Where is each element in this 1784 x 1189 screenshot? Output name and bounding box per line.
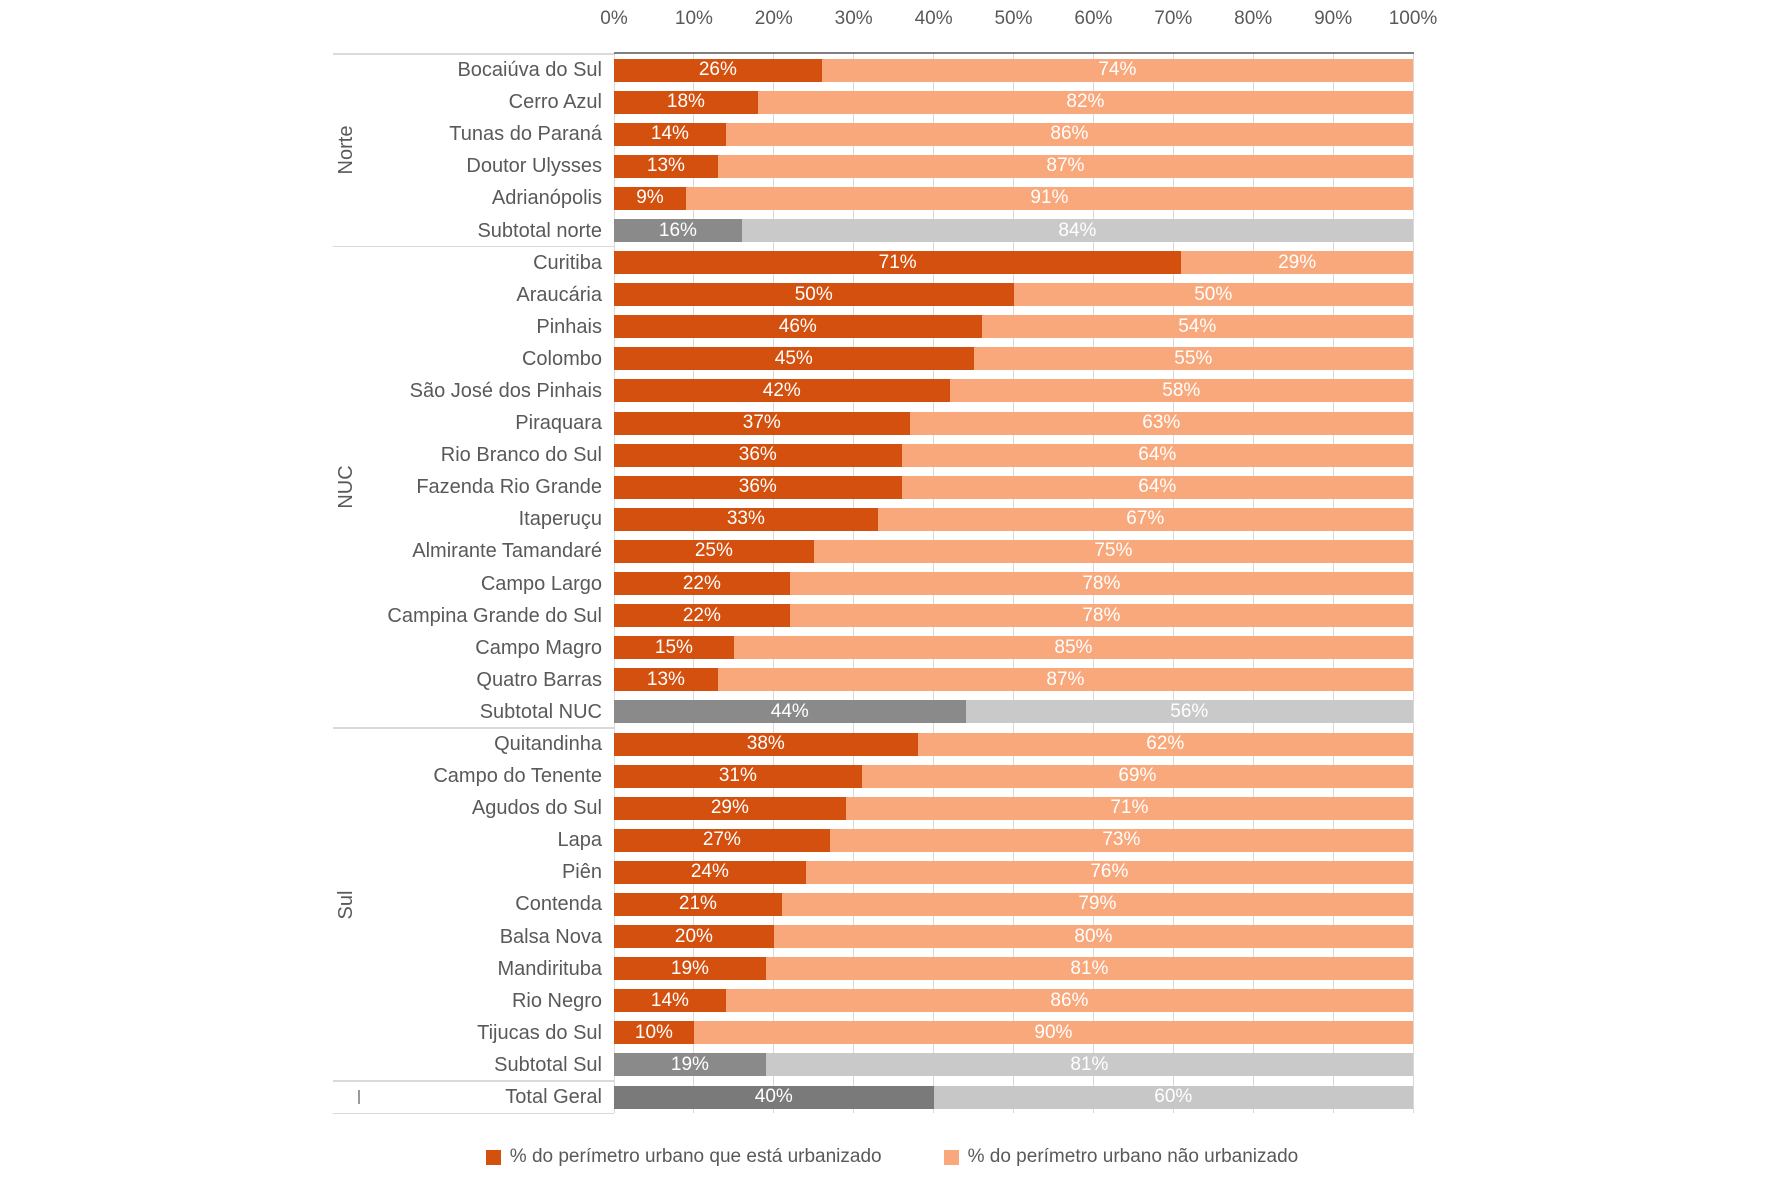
data-label: 13% [646, 668, 685, 690]
stacked-bar [614, 957, 1413, 980]
legend [0, 1146, 1784, 1168]
segment-non-urbanized [950, 379, 1413, 402]
legend-item [944, 1146, 1299, 1168]
segment-urbanized [614, 412, 910, 435]
segment-urbanized [614, 187, 686, 210]
stacked-bar [614, 379, 1413, 402]
data-label: 38% [746, 733, 785, 755]
stacked-bar [614, 1053, 1413, 1076]
category-label: Campina Grande do Sul [387, 604, 602, 627]
stacked-bar [614, 283, 1413, 306]
bar-row [0, 343, 1784, 375]
bar-row [0, 921, 1784, 953]
segment-urbanized [614, 925, 774, 948]
data-label: 36% [738, 476, 777, 498]
bar-row [0, 118, 1784, 150]
category-label: Bocaiúva do Sul [457, 59, 602, 82]
data-label: 86% [1050, 123, 1089, 145]
segment-non-urbanized [902, 476, 1413, 499]
data-label: 74% [1098, 59, 1137, 81]
legend-label: % do perímetro urbano que está urbanizado [509, 1146, 882, 1167]
data-label: 33% [726, 508, 765, 530]
data-label: 46% [778, 315, 817, 337]
category-label: Tunas do Paraná [449, 123, 602, 146]
category-label: Mandirituba [497, 957, 602, 980]
category-label: Curitiba [533, 251, 602, 274]
segment-urbanized [614, 315, 982, 338]
category-label: Pinhais [536, 315, 602, 338]
stacked-bar [614, 219, 1413, 242]
segment-non-urbanized [934, 1086, 1413, 1109]
bar-row [0, 953, 1784, 985]
bar-row [0, 247, 1784, 279]
segment-non-urbanized [878, 508, 1413, 531]
stacked-bar [614, 1086, 1413, 1109]
bar-row [0, 985, 1784, 1017]
category-label: Rio Branco do Sul [440, 444, 602, 467]
legend-swatch-icon [486, 1150, 501, 1165]
category-label: Rio Negro [511, 989, 602, 1012]
stacked-bar [614, 444, 1413, 467]
segment-urbanized [614, 893, 782, 916]
data-label: 19% [670, 1053, 709, 1075]
stacked-bar [614, 989, 1413, 1012]
data-label: 76% [1090, 861, 1129, 883]
group-separator-line [333, 1113, 614, 1115]
data-label: 14% [650, 989, 689, 1011]
category-label: Almirante Tamandaré [412, 540, 602, 563]
segment-non-urbanized [1181, 251, 1413, 274]
data-label: 69% [1118, 765, 1157, 787]
data-label: 24% [690, 861, 729, 883]
segment-urbanized [614, 283, 1014, 306]
category-label: Quitandinha [494, 733, 602, 756]
segment-urbanized [614, 1086, 934, 1109]
x-axis [600, 8, 1438, 38]
group-label-sul: Sul [335, 890, 357, 920]
data-label: 81% [1070, 957, 1109, 979]
data-label: 19% [670, 957, 709, 979]
x-axis-tick-label: 10% [674, 8, 713, 29]
data-label: 25% [694, 540, 733, 562]
stacked-bar [614, 91, 1413, 114]
chart-rows [0, 54, 1784, 1113]
total-group-tick [358, 1090, 360, 1104]
data-label: 27% [702, 829, 741, 851]
segment-non-urbanized [758, 91, 1413, 114]
bar-row [0, 150, 1784, 182]
segment-urbanized [614, 219, 742, 242]
category-label: Contenda [515, 893, 602, 916]
segment-urbanized [614, 668, 718, 691]
stacked-bar [614, 765, 1413, 788]
segment-urbanized [614, 476, 902, 499]
data-label: 64% [1138, 444, 1177, 466]
data-label: 37% [742, 412, 781, 434]
segment-non-urbanized [686, 187, 1413, 210]
segment-non-urbanized [790, 572, 1413, 595]
bar-row [0, 600, 1784, 632]
segment-non-urbanized [718, 155, 1413, 178]
data-label: 44% [770, 700, 809, 722]
segment-non-urbanized [766, 957, 1413, 980]
data-label: 60% [1154, 1086, 1193, 1108]
data-label: 14% [650, 123, 689, 145]
data-label: 29% [1278, 251, 1317, 273]
data-label: 64% [1138, 476, 1177, 498]
data-label: 62% [1146, 733, 1185, 755]
segment-non-urbanized [974, 347, 1413, 370]
bar-row [0, 888, 1784, 920]
data-label: 54% [1178, 315, 1217, 337]
category-label: Agudos do Sul [471, 797, 602, 820]
stacked-bar [614, 893, 1413, 916]
stacked-bar [614, 540, 1413, 563]
data-label: 40% [754, 1086, 793, 1108]
segment-urbanized [614, 155, 718, 178]
x-axis-tick-label: 80% [1234, 8, 1273, 29]
stacked-bar [614, 797, 1413, 820]
bar-row [0, 1081, 1784, 1113]
data-label: 18% [666, 91, 705, 113]
category-label: Subtotal norte [477, 219, 602, 242]
group-label-nuc: NUC [335, 465, 357, 510]
bar-row [0, 1049, 1784, 1081]
group-label-norte: Norte [335, 125, 357, 175]
data-label: 20% [674, 925, 713, 947]
data-label: 58% [1162, 379, 1201, 401]
bar-row [0, 311, 1784, 343]
data-label: 9% [636, 187, 664, 209]
category-label: Total Geral [505, 1086, 602, 1109]
category-label: Campo do Tenente [433, 765, 602, 788]
segment-non-urbanized [830, 829, 1413, 852]
data-label: 78% [1082, 604, 1121, 626]
segment-urbanized [614, 59, 822, 82]
category-label: Fazenda Rio Grande [416, 476, 602, 499]
data-label: 36% [738, 444, 777, 466]
segment-urbanized [614, 604, 790, 627]
bar-row [0, 792, 1784, 824]
data-label: 78% [1082, 572, 1121, 594]
data-label: 79% [1078, 893, 1117, 915]
bar-row [0, 728, 1784, 760]
stacked-bar [614, 861, 1413, 884]
data-label: 63% [1142, 412, 1181, 434]
bar-row [0, 824, 1784, 856]
data-label: 56% [1170, 700, 1209, 722]
segment-urbanized [614, 1053, 766, 1076]
segment-urbanized [614, 861, 806, 884]
category-label: Quatro Barras [476, 668, 602, 691]
bar-row [0, 856, 1784, 888]
data-label: 31% [718, 765, 757, 787]
stacked-bar [614, 668, 1413, 691]
data-label: 55% [1174, 347, 1213, 369]
x-axis-tick-label: 30% [834, 8, 873, 29]
segment-urbanized [614, 989, 726, 1012]
category-label: Araucária [516, 283, 602, 306]
data-label: 10% [634, 1021, 673, 1043]
category-label: Campo Magro [475, 636, 602, 659]
segment-urbanized [614, 347, 974, 370]
data-label: 85% [1054, 636, 1093, 658]
data-label: 21% [678, 893, 717, 915]
segment-non-urbanized [790, 604, 1413, 627]
data-label: 90% [1034, 1021, 1073, 1043]
bar-row [0, 696, 1784, 728]
segment-non-urbanized [910, 412, 1413, 435]
bar-row [0, 182, 1784, 214]
bar-row [0, 86, 1784, 118]
data-label: 26% [698, 59, 737, 81]
segment-urbanized [614, 540, 814, 563]
segment-urbanized [614, 829, 830, 852]
segment-non-urbanized [766, 1053, 1413, 1076]
data-label: 80% [1074, 925, 1113, 947]
segment-non-urbanized [742, 219, 1413, 242]
segment-urbanized [614, 572, 790, 595]
stacked-bar [614, 59, 1413, 82]
data-label: 45% [774, 347, 813, 369]
segment-non-urbanized [862, 765, 1413, 788]
segment-urbanized [614, 444, 902, 467]
bar-row [0, 471, 1784, 503]
bar-row [0, 54, 1784, 86]
data-label: 87% [1046, 155, 1085, 177]
category-label: Lapa [557, 829, 602, 852]
segment-non-urbanized [806, 861, 1413, 884]
stacked-bar [614, 572, 1413, 595]
stacked-bar [614, 700, 1413, 723]
group-separator-line [333, 727, 614, 729]
segment-non-urbanized [1014, 283, 1414, 306]
segment-urbanized [614, 797, 846, 820]
bar-row [0, 503, 1784, 535]
segment-urbanized [614, 508, 878, 531]
segment-urbanized [614, 700, 966, 723]
stacked-bar [614, 636, 1413, 659]
category-label: São José dos Pinhais [409, 379, 602, 402]
data-label: 50% [1194, 283, 1233, 305]
legend-label: % do perímetro urbano não urbanizado [967, 1146, 1299, 1167]
stacked-bar [614, 1021, 1413, 1044]
x-axis-tick-label: 40% [914, 8, 953, 29]
segment-non-urbanized [726, 123, 1413, 146]
category-label: Colombo [521, 347, 602, 370]
stacked-bar [614, 251, 1413, 274]
segment-non-urbanized [774, 925, 1413, 948]
data-label: 75% [1094, 540, 1133, 562]
segment-urbanized [614, 636, 734, 659]
category-label: Subtotal NUC [479, 700, 602, 723]
data-label: 86% [1050, 989, 1089, 1011]
category-label: Piên [561, 861, 602, 884]
segment-non-urbanized [966, 700, 1413, 723]
data-label: 71% [878, 251, 917, 273]
data-label: 42% [762, 379, 801, 401]
segment-urbanized [614, 123, 726, 146]
x-axis-tick-label: 50% [994, 8, 1033, 29]
bar-row [0, 760, 1784, 792]
bar-row [0, 568, 1784, 600]
category-label: Tijucas do Sul [477, 1021, 602, 1044]
data-label: 13% [646, 155, 685, 177]
bar-row [0, 375, 1784, 407]
bar-row [0, 439, 1784, 471]
bar-row [0, 1017, 1784, 1049]
group-separator-line [333, 1080, 614, 1082]
stacked-bar [614, 476, 1413, 499]
segment-urbanized [614, 765, 862, 788]
stacked-bar [614, 187, 1413, 210]
segment-non-urbanized [694, 1021, 1413, 1044]
category-label: Cerro Azul [508, 91, 602, 114]
data-label: 15% [654, 636, 693, 658]
legend-swatch-icon [944, 1150, 959, 1165]
stacked-bar [614, 604, 1413, 627]
segment-urbanized [614, 957, 766, 980]
stacked-bar [614, 925, 1413, 948]
stacked-bar [614, 155, 1413, 178]
stacked-bar [614, 347, 1413, 370]
x-axis-tick-label: 60% [1074, 8, 1113, 29]
data-label: 87% [1046, 668, 1085, 690]
segment-urbanized [614, 251, 1181, 274]
segment-urbanized [614, 1021, 694, 1044]
x-axis-tick-label: 20% [754, 8, 793, 29]
segment-urbanized [614, 91, 758, 114]
data-label: 81% [1070, 1053, 1109, 1075]
segment-non-urbanized [734, 636, 1413, 659]
segment-non-urbanized [782, 893, 1413, 916]
data-label: 16% [658, 219, 697, 241]
stacked-bar [614, 829, 1413, 852]
data-label: 91% [1030, 187, 1069, 209]
data-label: 82% [1066, 91, 1105, 113]
legend-item [486, 1146, 882, 1168]
segment-non-urbanized [982, 315, 1413, 338]
x-axis-tick-label: 0% [600, 8, 628, 29]
category-label: Subtotal Sul [494, 1053, 602, 1076]
segment-non-urbanized [902, 444, 1413, 467]
bar-row [0, 407, 1784, 439]
data-label: 73% [1102, 829, 1141, 851]
x-axis-tick-label: 70% [1154, 8, 1193, 29]
stacked-bar [614, 733, 1413, 756]
stacked-bar [614, 123, 1413, 146]
stacked-bar [614, 412, 1413, 435]
data-label: 71% [1110, 797, 1149, 819]
category-label: Adrianópolis [491, 187, 602, 210]
bar-row [0, 632, 1784, 664]
category-label: Doutor Ulysses [466, 155, 602, 178]
data-label: 22% [682, 604, 721, 626]
segment-urbanized [614, 379, 950, 402]
stacked-bar [614, 508, 1413, 531]
category-label: Balsa Nova [499, 925, 602, 948]
segment-non-urbanized [814, 540, 1413, 563]
group-separator-line [333, 246, 614, 248]
stacked-bar [614, 315, 1413, 338]
segment-non-urbanized [918, 733, 1413, 756]
category-label: Itaperuçu [518, 508, 602, 531]
category-label: Campo Largo [480, 572, 602, 595]
segment-urbanized [614, 733, 918, 756]
data-label: 50% [794, 283, 833, 305]
data-label: 22% [682, 572, 721, 594]
group-separator-line [333, 53, 614, 55]
bar-row [0, 664, 1784, 696]
bar-row [0, 214, 1784, 246]
bar-row [0, 535, 1784, 567]
bar-row [0, 279, 1784, 311]
x-axis-tick-label: 90% [1314, 8, 1353, 29]
segment-non-urbanized [846, 797, 1413, 820]
data-label: 84% [1058, 219, 1097, 241]
segment-non-urbanized [822, 59, 1413, 82]
segment-non-urbanized [726, 989, 1413, 1012]
category-label: Piraquara [515, 412, 602, 435]
data-label: 67% [1126, 508, 1165, 530]
data-label: 29% [710, 797, 749, 819]
x-axis-tick-label: 100% [1388, 8, 1438, 29]
segment-non-urbanized [718, 668, 1413, 691]
